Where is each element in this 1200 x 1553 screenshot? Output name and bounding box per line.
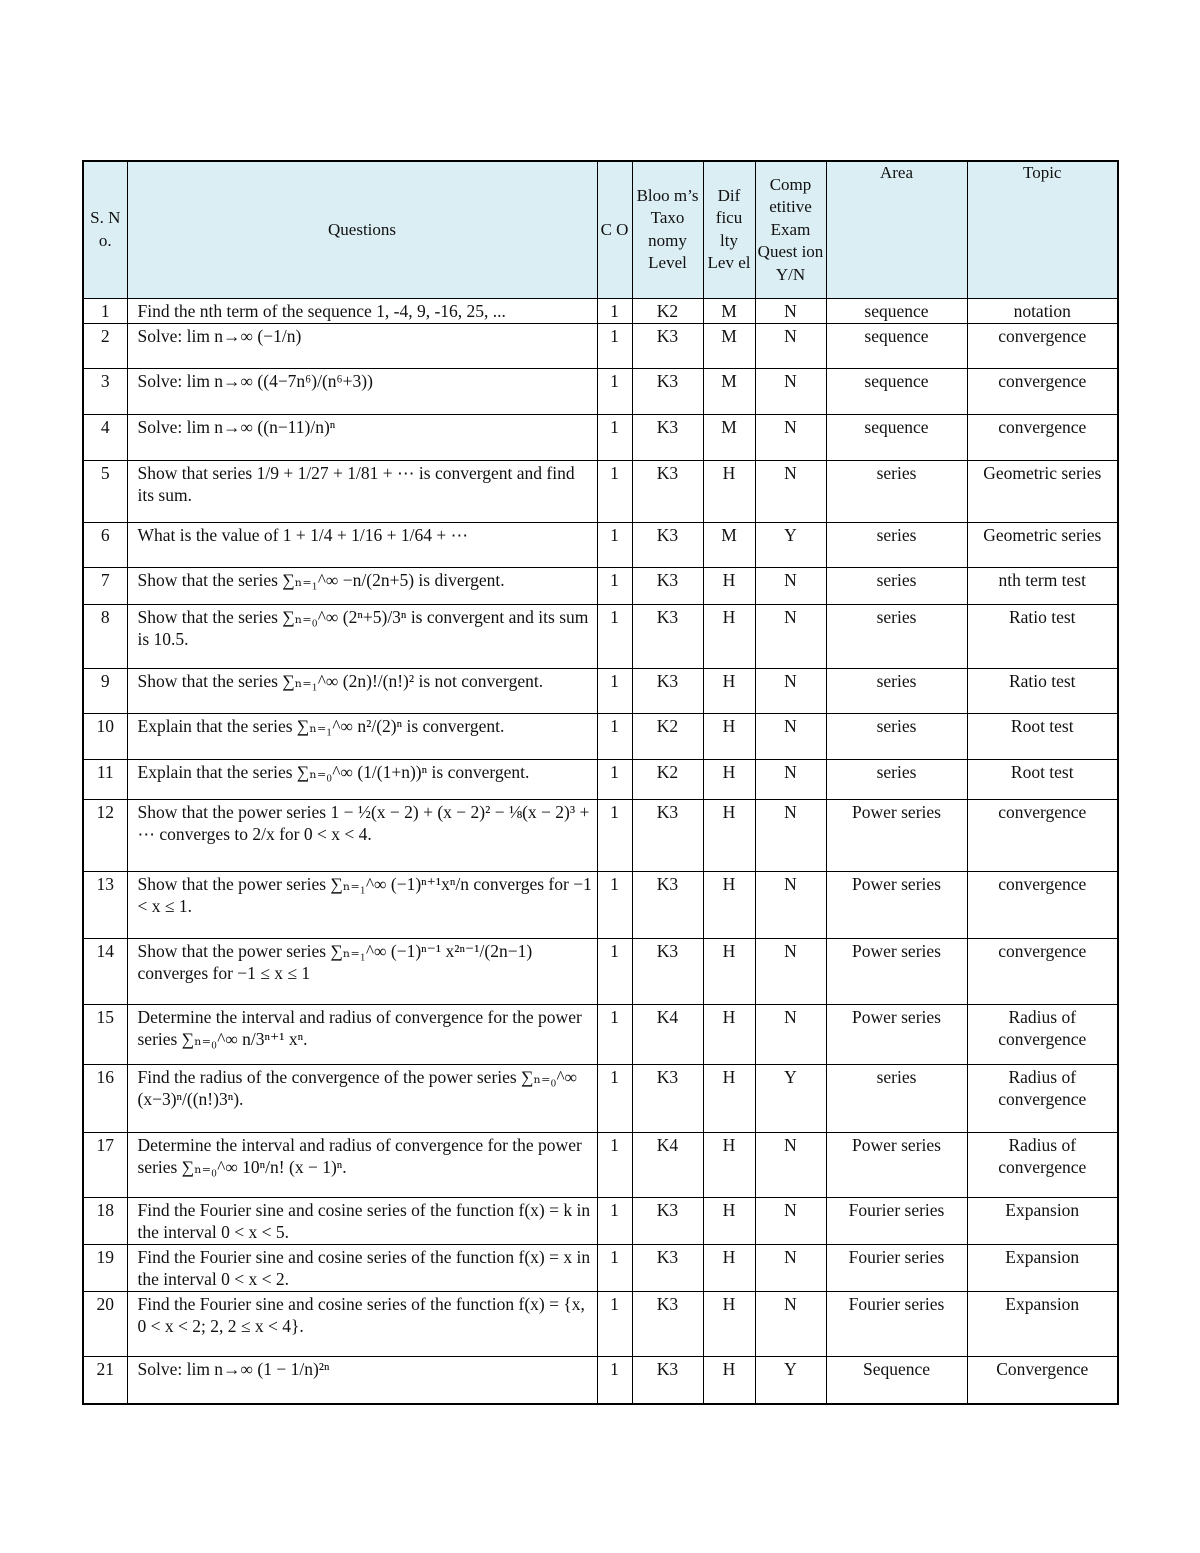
blooms-level-cell: K3 (632, 1291, 703, 1356)
question-cell: Solve: lim n→∞ ((n−11)/n)ⁿ (127, 414, 597, 460)
topic-cell: convergence (967, 323, 1118, 368)
sno-cell: 19 (83, 1244, 127, 1291)
difficulty-cell: H (703, 1197, 755, 1244)
question-cell: Show that the power series ∑ₙ₌₁^∞ (−1)ⁿ⁺¹xⁿ/n converges for −1 < x ≤ 1. (127, 871, 597, 938)
competitive-exam-cell: Y (755, 1356, 826, 1404)
blooms-level-cell: K3 (632, 604, 703, 668)
topic-cell: Radius of convergence (967, 1064, 1118, 1132)
co-cell: 1 (597, 1064, 632, 1132)
co-cell: 1 (597, 368, 632, 414)
header-sno: S. N o. (83, 161, 127, 298)
difficulty-cell: H (703, 713, 755, 759)
competitive-exam-cell: N (755, 1004, 826, 1064)
difficulty-cell: H (703, 668, 755, 713)
blooms-level-cell: K3 (632, 668, 703, 713)
topic-cell: Root test (967, 713, 1118, 759)
area-cell: Power series (826, 871, 967, 938)
blooms-level-cell: K3 (632, 799, 703, 871)
area-cell: sequence (826, 323, 967, 368)
sno-cell: 16 (83, 1064, 127, 1132)
sno-cell: 10 (83, 713, 127, 759)
competitive-exam-cell: N (755, 460, 826, 522)
co-cell: 1 (597, 668, 632, 713)
difficulty-cell: H (703, 1132, 755, 1197)
blooms-level-cell: K3 (632, 522, 703, 567)
topic-cell: Geometric series (967, 522, 1118, 567)
sno-cell: 11 (83, 759, 127, 799)
difficulty-cell: H (703, 1004, 755, 1064)
question-bank-table (82, 160, 1119, 1405)
competitive-exam-cell: N (755, 938, 826, 1004)
table-row (83, 323, 1118, 368)
table-row (83, 759, 1118, 799)
co-cell: 1 (597, 938, 632, 1004)
difficulty-cell: H (703, 759, 755, 799)
difficulty-cell: H (703, 1291, 755, 1356)
sno-cell: 7 (83, 567, 127, 604)
competitive-exam-cell: N (755, 759, 826, 799)
question-cell: What is the value of 1 + 1/4 + 1/16 + 1/64 + ⋯ (127, 522, 597, 567)
competitive-exam-cell: N (755, 871, 826, 938)
competitive-exam-cell: N (755, 1132, 826, 1197)
question-cell: Explain that the series ∑ₙ₌₀^∞ (1/(1+n))ⁿ is convergent. (127, 759, 597, 799)
difficulty-cell: M (703, 368, 755, 414)
table-row (83, 799, 1118, 871)
blooms-level-cell: K4 (632, 1004, 703, 1064)
sno-cell: 8 (83, 604, 127, 668)
area-cell: series (826, 668, 967, 713)
sno-cell: 4 (83, 414, 127, 460)
question-cell: Show that the power series 1 − ½(x − 2) + (x − 2)² − ⅛(x − 2)³ + ⋯ converges to 2/x for 0 < x < 4. (127, 799, 597, 871)
topic-cell: convergence (967, 938, 1118, 1004)
area-cell: Power series (826, 1004, 967, 1064)
table-row (83, 1356, 1118, 1404)
blooms-level-cell: K3 (632, 1244, 703, 1291)
blooms-level-cell: K3 (632, 871, 703, 938)
area-cell: sequence (826, 368, 967, 414)
co-cell: 1 (597, 323, 632, 368)
topic-cell: Expansion (967, 1197, 1118, 1244)
topic-cell: Expansion (967, 1291, 1118, 1356)
area-cell: Fourier series (826, 1244, 967, 1291)
question-cell: Show that series 1/9 + 1/27 + 1/81 + ⋯ is convergent and find its sum. (127, 460, 597, 522)
table-row (83, 1132, 1118, 1197)
header-questions: Questions (127, 161, 597, 298)
blooms-level-cell: K2 (632, 298, 703, 323)
sno-cell: 13 (83, 871, 127, 938)
area-cell: series (826, 567, 967, 604)
area-cell: series (826, 1064, 967, 1132)
topic-cell: nth term test (967, 567, 1118, 604)
competitive-exam-cell: N (755, 668, 826, 713)
header-difficulty: Dif ficu lty Lev el (703, 161, 755, 298)
header-co: C O (597, 161, 632, 298)
table-body (83, 298, 1118, 1404)
sno-cell: 5 (83, 460, 127, 522)
area-cell: series (826, 460, 967, 522)
difficulty-cell: M (703, 414, 755, 460)
co-cell: 1 (597, 1244, 632, 1291)
sno-cell: 21 (83, 1356, 127, 1404)
question-cell: Explain that the series ∑ₙ₌₁^∞ n²/(2)ⁿ is convergent. (127, 713, 597, 759)
topic-cell: Ratio test (967, 668, 1118, 713)
co-cell: 1 (597, 567, 632, 604)
question-cell: Show that the series ∑ₙ₌₁^∞ (2n)!/(n!)² is not convergent. (127, 668, 597, 713)
blooms-level-cell: K3 (632, 368, 703, 414)
sno-cell: 20 (83, 1291, 127, 1356)
table-row (83, 460, 1118, 522)
question-cell: Find the Fourier sine and cosine series of the function f(x) = k in the interval 0 < x < 5. (127, 1197, 597, 1244)
competitive-exam-cell: N (755, 368, 826, 414)
question-cell: Show that the series ∑ₙ₌₀^∞ (2ⁿ+5)/3ⁿ is convergent and its sum is 10.5. (127, 604, 597, 668)
topic-cell: Geometric series (967, 460, 1118, 522)
question-cell: Find the Fourier sine and cosine series of the function f(x) = {x, 0 < x < 2; 2, 2 ≤ x < 4}. (127, 1291, 597, 1356)
difficulty-cell: H (703, 1356, 755, 1404)
question-cell: Show that the power series ∑ₙ₌₁^∞ (−1)ⁿ⁻¹ x²ⁿ⁻¹/(2n−1) converges for −1 ≤ x ≤ 1 (127, 938, 597, 1004)
difficulty-cell: M (703, 298, 755, 323)
sno-cell: 18 (83, 1197, 127, 1244)
sno-cell: 14 (83, 938, 127, 1004)
topic-cell: Root test (967, 759, 1118, 799)
sno-cell: 12 (83, 799, 127, 871)
area-cell: series (826, 759, 967, 799)
area-cell: series (826, 713, 967, 759)
question-cell: Determine the interval and radius of convergence for the power series ∑ₙ₌₀^∞ n/3ⁿ⁺¹ xⁿ. (127, 1004, 597, 1064)
competitive-exam-cell: N (755, 604, 826, 668)
difficulty-cell: H (703, 1064, 755, 1132)
table-row (83, 604, 1118, 668)
blooms-level-cell: K3 (632, 567, 703, 604)
table-row (83, 1004, 1118, 1064)
co-cell: 1 (597, 604, 632, 668)
topic-cell: Expansion (967, 1244, 1118, 1291)
co-cell: 1 (597, 799, 632, 871)
question-cell: Determine the interval and radius of convergence for the power series ∑ₙ₌₀^∞ 10ⁿ/n! (x − 1)ⁿ. (127, 1132, 597, 1197)
sno-cell: 6 (83, 522, 127, 567)
table-row (83, 1244, 1118, 1291)
co-cell: 1 (597, 1291, 632, 1356)
table-row (83, 1064, 1118, 1132)
competitive-exam-cell: N (755, 323, 826, 368)
sno-cell: 9 (83, 668, 127, 713)
competitive-exam-cell: N (755, 414, 826, 460)
competitive-exam-cell: N (755, 713, 826, 759)
difficulty-cell: H (703, 604, 755, 668)
blooms-level-cell: K3 (632, 938, 703, 1004)
question-cell: Find the Fourier sine and cosine series of the function f(x) = x in the interval 0 < x < 2. (127, 1244, 597, 1291)
area-cell: Sequence (826, 1356, 967, 1404)
sno-cell: 17 (83, 1132, 127, 1197)
table-row (83, 668, 1118, 713)
co-cell: 1 (597, 713, 632, 759)
difficulty-cell: M (703, 323, 755, 368)
blooms-level-cell: K3 (632, 460, 703, 522)
difficulty-cell: M (703, 522, 755, 567)
difficulty-cell: H (703, 1244, 755, 1291)
co-cell: 1 (597, 1004, 632, 1064)
competitive-exam-cell: Y (755, 1064, 826, 1132)
question-cell: Solve: lim n→∞ (−1/n) (127, 323, 597, 368)
blooms-level-cell: K3 (632, 1356, 703, 1404)
topic-cell: convergence (967, 799, 1118, 871)
area-cell: sequence (826, 414, 967, 460)
table-row (83, 1291, 1118, 1356)
competitive-exam-cell: N (755, 1291, 826, 1356)
difficulty-cell: H (703, 460, 755, 522)
sno-cell: 3 (83, 368, 127, 414)
difficulty-cell: H (703, 938, 755, 1004)
header-row (83, 161, 1118, 298)
area-cell: Power series (826, 938, 967, 1004)
question-cell: Find the nth term of the sequence 1, -4, 9, -16, 25, ... (127, 298, 597, 323)
co-cell: 1 (597, 414, 632, 460)
competitive-exam-cell: Y (755, 522, 826, 567)
competitive-exam-cell: N (755, 1244, 826, 1291)
co-cell: 1 (597, 1197, 632, 1244)
competitive-exam-cell: N (755, 1197, 826, 1244)
topic-cell: convergence (967, 368, 1118, 414)
table-row (83, 414, 1118, 460)
co-cell: 1 (597, 522, 632, 567)
topic-cell: convergence (967, 414, 1118, 460)
table-row (83, 871, 1118, 938)
area-cell: Fourier series (826, 1197, 967, 1244)
blooms-level-cell: K3 (632, 1197, 703, 1244)
question-cell: Find the radius of the convergence of the power series ∑ₙ₌₀^∞ (x−3)ⁿ/((n!)3ⁿ). (127, 1064, 597, 1132)
topic-cell: Convergence (967, 1356, 1118, 1404)
table-row (83, 522, 1118, 567)
co-cell: 1 (597, 759, 632, 799)
blooms-level-cell: K3 (632, 414, 703, 460)
blooms-level-cell: K4 (632, 1132, 703, 1197)
table-row (83, 713, 1118, 759)
header-competitive: Comp etitive Exam Quest ion Y/N (755, 161, 826, 298)
co-cell: 1 (597, 298, 632, 323)
area-cell: sequence (826, 298, 967, 323)
header-area: Area (826, 161, 967, 298)
sno-cell: 15 (83, 1004, 127, 1064)
co-cell: 1 (597, 460, 632, 522)
area-cell: Power series (826, 799, 967, 871)
topic-cell: Radius of convergence (967, 1132, 1118, 1197)
competitive-exam-cell: N (755, 799, 826, 871)
difficulty-cell: H (703, 871, 755, 938)
difficulty-cell: H (703, 799, 755, 871)
table-row (83, 938, 1118, 1004)
blooms-level-cell: K3 (632, 323, 703, 368)
topic-cell: convergence (967, 871, 1118, 938)
blooms-level-cell: K2 (632, 759, 703, 799)
question-cell: Solve: lim n→∞ (1 − 1/n)²ⁿ (127, 1356, 597, 1404)
question-cell: Solve: lim n→∞ ((4−7n⁶)/(n⁶+3)) (127, 368, 597, 414)
competitive-exam-cell: N (755, 298, 826, 323)
co-cell: 1 (597, 871, 632, 938)
sno-cell: 1 (83, 298, 127, 323)
co-cell: 1 (597, 1132, 632, 1197)
blooms-level-cell: K2 (632, 713, 703, 759)
topic-cell: Ratio test (967, 604, 1118, 668)
area-cell: series (826, 522, 967, 567)
area-cell: Fourier series (826, 1291, 967, 1356)
area-cell: Power series (826, 1132, 967, 1197)
topic-cell: notation (967, 298, 1118, 323)
header-blooms: Bloo m’s Taxo nomy Level (632, 161, 703, 298)
header-topic: Topic (967, 161, 1118, 298)
difficulty-cell: H (703, 567, 755, 604)
table-row (83, 567, 1118, 604)
area-cell: series (826, 604, 967, 668)
table-row (83, 1197, 1118, 1244)
competitive-exam-cell: N (755, 567, 826, 604)
question-cell: Show that the series ∑ₙ₌₁^∞ −n/(2n+5) is divergent. (127, 567, 597, 604)
co-cell: 1 (597, 1356, 632, 1404)
sno-cell: 2 (83, 323, 127, 368)
table-row (83, 368, 1118, 414)
table-row (83, 298, 1118, 323)
blooms-level-cell: K3 (632, 1064, 703, 1132)
topic-cell: Radius of convergence (967, 1004, 1118, 1064)
